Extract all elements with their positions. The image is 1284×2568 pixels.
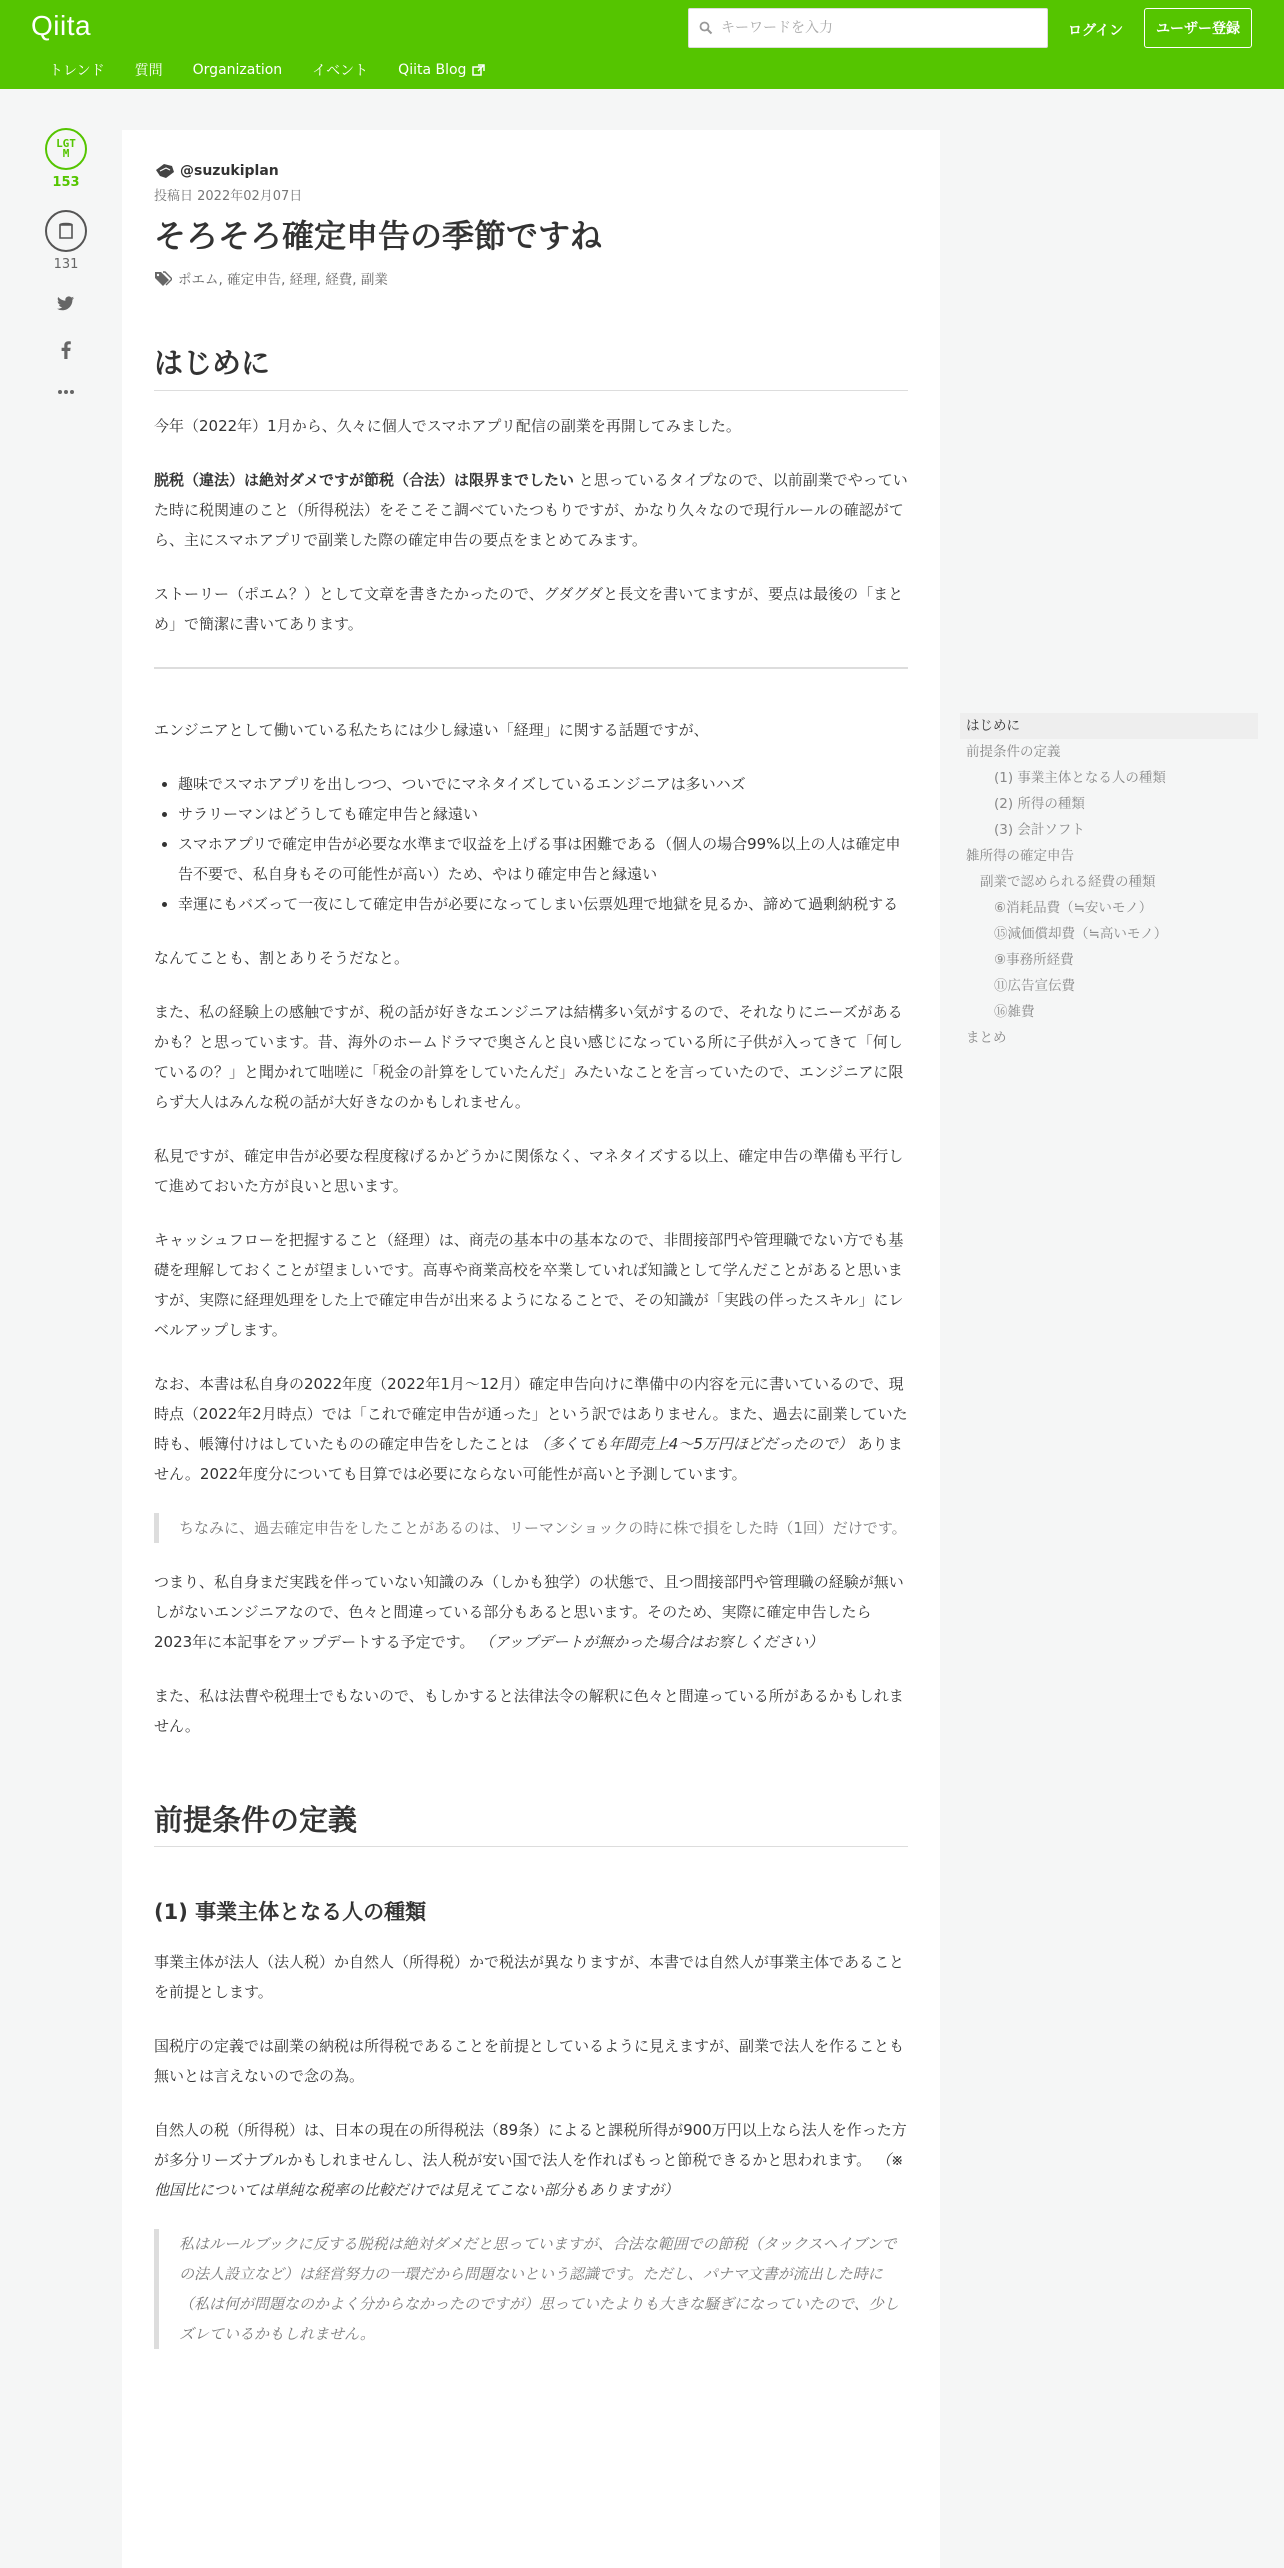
article	[122, 130, 940, 2568]
toc-item-misc-expenses[interactable]: ⑯雑費	[994, 1004, 1035, 1020]
nav-organization[interactable]: Organization	[192, 62, 283, 78]
list-item: • 幸運にもバズって一夜にして確定申告が必要になってしまい伝票処理で地獄を見るか、諦めて過剰納税する	[178, 889, 908, 919]
paragraph	[154, 1369, 908, 1489]
quote-text: 私はルールブックに反する脱税は絶対ダメだと思っていますが、合法な範囲での節税（タックスヘイブンでの法人設立など）は経営努力の一環だから問題ないという認識です。ただし、パナマ文書が流出した時に（私は何が問題なのかよく分からなかったのですが）思っていたよりも大きな騒ぎになっていたので、少しズレているかもしれません。	[179, 2234, 899, 2343]
paragraph: 今年（2022年）1月から、久々に個人でスマホアプリ配信の副業を再開してみました。	[154, 416, 741, 435]
italic-text: （アップデートが無かった場合はお察しください）	[479, 1632, 824, 1651]
toc-item-premise[interactable]: 前提条件の定義	[966, 744, 1061, 760]
quote-text: ちなみに、過去確定申告をしたことがあるのは、リーマンショックの時に株で損をした時（1回）だけです。	[179, 1518, 907, 1537]
toc-item-expenses[interactable]: 副業で認められる経費の種類	[980, 874, 1156, 890]
search-input[interactable]	[721, 20, 1047, 36]
more-menu[interactable]	[40, 389, 92, 395]
toc-item-advertising[interactable]: ⑪広告宣伝費	[994, 978, 1075, 994]
stock-button[interactable]	[45, 210, 87, 252]
facebook-icon	[61, 341, 71, 359]
article-title: そろそろ確定申告の季節ですね	[154, 217, 603, 255]
nav-qiita-blog[interactable]	[398, 60, 485, 80]
list-item: • サラリーマンはどうしても確定申告と縁遠い	[178, 799, 908, 829]
tags-text[interactable]: ポエム, 確定申告, 経理, 経費, 副業	[178, 272, 388, 289]
tag-list	[154, 268, 908, 288]
paragraph: 国税庁の定義では副業の納税は所得税であることを前提としているように見えますが、副業で法人を作ることも無いとは言えないので念の為。	[154, 2036, 905, 2085]
author-name: @suzukiplan	[180, 163, 279, 179]
paragraph-text: ありません。2022年度分についても目算では必要にならない可能性が高いと予測しています。	[154, 1434, 903, 1483]
login-link[interactable]: ログイン	[1068, 23, 1124, 39]
blockquote	[154, 2229, 908, 2349]
twitter-icon	[57, 296, 75, 311]
search-box[interactable]	[688, 8, 1048, 48]
search-icon	[699, 21, 713, 35]
bold-text: 脱税（違法）は絶対ダメですが節税（合法）は限界までしたい	[154, 470, 575, 489]
signup-button[interactable]: ユーザー登録	[1144, 8, 1252, 48]
nav-qiita-blog-label: Qiita Blog	[398, 62, 467, 78]
external-link-icon	[472, 64, 485, 77]
italic-text: （多くても年間売上4〜5万円ほどだったので）	[533, 1434, 853, 1453]
lgtm-label: LGTM	[56, 137, 76, 160]
paragraph	[154, 2115, 908, 2205]
divider	[154, 667, 908, 669]
posted-date: 投稿日 2022年02月07日	[154, 189, 303, 204]
lgtm-button[interactable]	[45, 128, 87, 170]
paragraph-text: つまり、私自身まだ実践を伴っていない知識のみ（しかも独学）の状態で、且つ間接部門や管理職の経験が無いしがないエンジニアなので、色々と間違っている部分もあると思います。そのため、実際に確定申告したら2023年に本記事をアップデートする予定です。	[154, 1572, 904, 1651]
facebook-share[interactable]	[40, 341, 92, 359]
paragraph: なんてことも、割とありそうだなと。	[154, 948, 410, 967]
global-nav	[49, 60, 515, 80]
article-sidebar	[40, 128, 92, 395]
paragraph	[154, 1567, 908, 1657]
stock-count: 131	[53, 257, 79, 272]
toc-item-entity[interactable]: (1) 事業主体となる人の種類	[994, 770, 1166, 786]
paragraph: また、私は法曹や税理士でもないので、もしかすると法律法令の解釈に色々と間違っている所があるかもしれません。	[154, 1686, 904, 1735]
toc-item-summary[interactable]: まとめ	[966, 1030, 1007, 1046]
global-header	[0, 0, 1284, 89]
avatar	[154, 162, 176, 180]
paragraph: また、私の経験上の感触ですが、税の話が好きなエンジニアは結構多い気がするので、それなりにニーズがあるかも？と思っています。昔、海外のホームドラマで奥さんと良い感じになっている所に子供が入ってきて「何しているの？」と聞かれて咄嗟に「税金の計算をしていたんだ」みたいなことを言っていたので、エンジニアに限らず大人はみんな税の話が大好きなのかもしれません。	[154, 1002, 904, 1111]
paragraph: エンジニアとして働いている私たちには少し縁遠い「経理」に関する話題ですが、	[154, 720, 709, 739]
article-body	[154, 342, 908, 2349]
bullet-list	[178, 769, 908, 919]
paragraph	[154, 465, 908, 555]
folder-icon	[58, 222, 74, 240]
paragraph: キャッシュフローを把握すること（経理）は、商売の基本中の基本なので、非間接部門や管理職でない方でも基礎を理解しておくことが望ましいです。高専や商業高校を卒業していれば知識として学んだことがあると思いますが、実際に経理処理をした上で確定申告が出来るようになることで、その知識が「実践の伴ったスキル」にレベルアップします。	[154, 1230, 904, 1339]
paragraph-text: と思っているタイプなので、以前副業でやっていた時に税関連のこと（所得税法）をそこそこ調べていたつもりですが、かなり久々なので現行ルールの確認がてら、主にスマホアプリで副業した際の確定申告の要点をまとめてみます。	[154, 470, 908, 549]
heading-intro: はじめに	[154, 342, 908, 391]
nav-questions[interactable]: 質問	[134, 63, 163, 79]
paragraph: ストーリー（ポエム？）として文章を書きたかったので、グダグダと長文を書いてますが、要点は最後の「まとめ」で簡潔に書いてあります。	[154, 584, 904, 633]
heading-premise: 前提条件の定義	[154, 1799, 908, 1848]
italic-text: （※他国比については単純な税率の比較だけでは見えてこない部分もありますが）	[154, 2150, 904, 2199]
list-item: • スマホアプリで確定申告が必要な水準まで収益を上げる事は困難である（個人の場合99%以上の人は確定申告不要で、私自身もその可能性が高い）ため、やはり確定申告と縁遠い	[178, 829, 908, 889]
toc-item-intro[interactable]: はじめに	[960, 713, 1258, 739]
more-icon	[57, 389, 75, 395]
paragraph: 事業主体が法人（法人税）か自然人（所得税）かで税法が異なりますが、本書では自然人が事業主体であることを前提とします。	[154, 1952, 905, 2001]
author[interactable]	[154, 162, 908, 180]
paragraph-text: なお、本書は私自身の2022年度（2022年1月〜12月）確定申告向けに準備中の内容を元に書いているので、現時点（2022年2月時点）では「これで確定申告が通った」という訳ではありません。また、過去に副業していた時も、帳簿付けはしていたものの確定申告をしたことは	[154, 1374, 908, 1453]
toc-item-consumables[interactable]: ⑥消耗品費（≒安いモノ）	[994, 900, 1153, 916]
toc-item-office[interactable]: ⑨事務所経費	[994, 952, 1074, 968]
paragraph-text: 自然人の税（所得税）は、日本の現在の所得税法（89条）によると課税所得が900万円以上なら法人を作った方が多分リーズナブルかもしれませんし、法人税が安い国で法人を作ればもっと節税できるかと思われます。	[154, 2120, 907, 2169]
paragraph: 私見ですが、確定申告が必要な程度稼げるかどうかに関係なく、マネタイズする以上、確定申告の準備も平行して進めておいた方が良いと思います。	[154, 1146, 904, 1195]
toc-item-misc-income[interactable]: 雑所得の確定申告	[966, 848, 1074, 864]
toc-item-depreciation[interactable]: ⑮減価償却費（≒高いモノ）	[994, 926, 1168, 942]
toc-item-income-type[interactable]: (2) 所得の種類	[994, 796, 1085, 812]
nav-events[interactable]: イベント	[312, 63, 369, 79]
list-item: • 趣味でスマホアプリを出しつつ、ついでにマネタイズしているエンジニアは多いハズ	[178, 769, 908, 799]
heading-entity: (1) 事業主体となる人の種類	[154, 1900, 427, 1925]
tags-icon	[154, 271, 172, 286]
lgtm-count: 153	[52, 175, 80, 190]
blockquote	[154, 1513, 908, 1543]
toc-item-accounting-software[interactable]: (3) 会計ソフト	[994, 822, 1085, 838]
qiita-logo[interactable]: Qiita	[31, 10, 92, 41]
twitter-share[interactable]	[40, 296, 92, 311]
nav-trend[interactable]: トレンド	[49, 63, 105, 79]
table-of-contents	[960, 713, 1258, 1051]
